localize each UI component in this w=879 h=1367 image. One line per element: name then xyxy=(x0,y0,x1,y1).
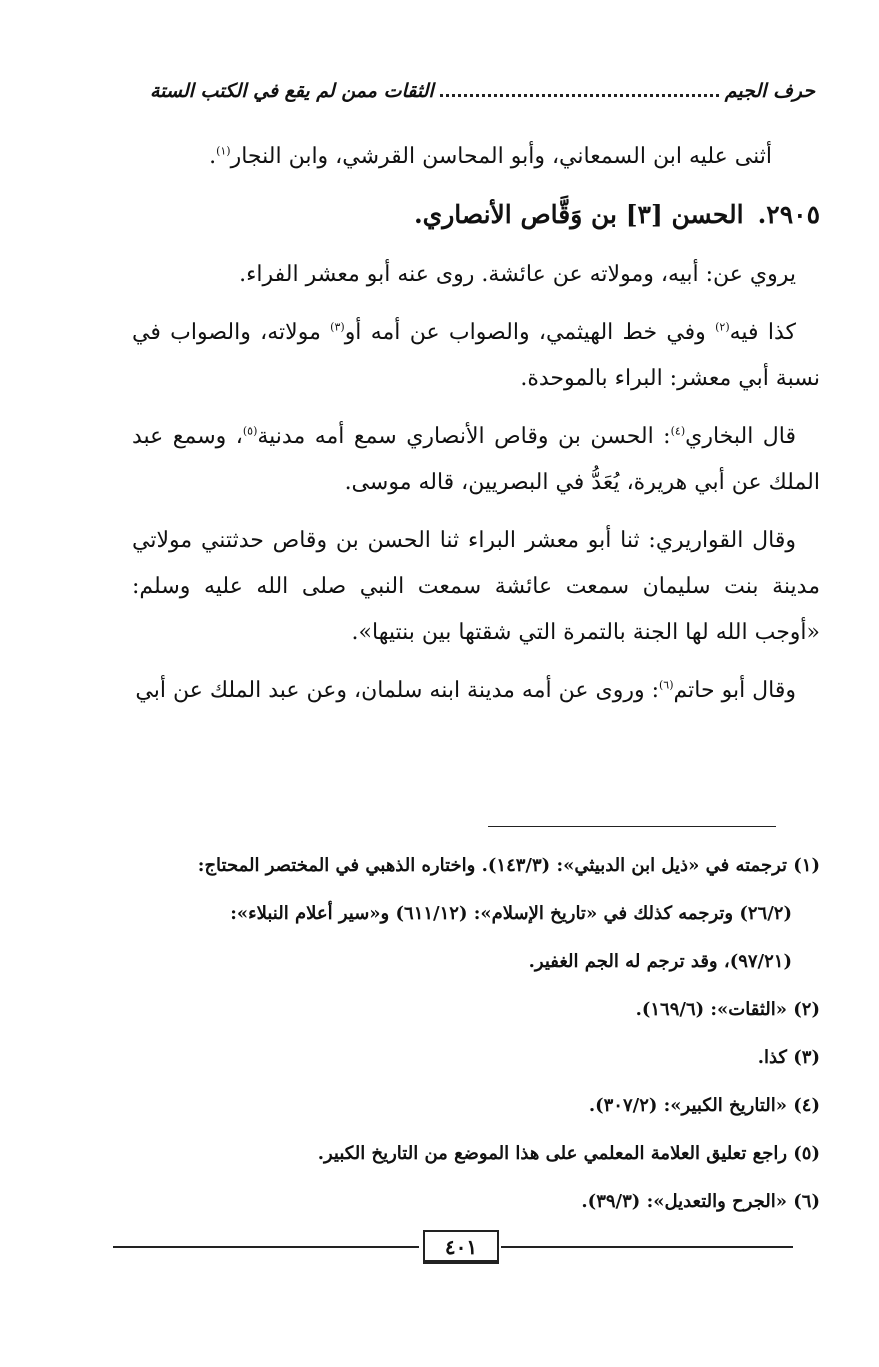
footnote-ref-4: (٤) xyxy=(670,424,686,438)
footer-rule-left xyxy=(113,1246,419,1248)
footnote-2: (٢) «الثقات»: (١٦٩/٦). xyxy=(635,999,820,1020)
entry-title: الحسن [٣] بن وَقَّاص الأنصاري. xyxy=(413,200,744,229)
paragraph-5: وقال القواريري: ثنا أبو معشر البراء ثنا الحسن بن وقاص حدثتني مولاتي مدينة بنت سليمان سمعت عائشة سمعت النبي صلى الله عليه وسلم: «أوجب الله لها الجنة بالتمرة التي شقتها بين بنتيها». xyxy=(132,528,820,645)
running-header-book-title: الثقات ممن لم يقع في الكتب الستة xyxy=(150,80,434,102)
footer-rule-right xyxy=(501,1246,793,1248)
footnote-4: (٤) «التاريخ الكبير»: (٣٠٧/٢). xyxy=(588,1095,820,1116)
footnote-ref-3: (٣) xyxy=(330,320,345,334)
running-header xyxy=(150,80,815,102)
paragraph-3: كذا فيه$^{(٢)}$ وفي خط الهيثمي، والصواب عن أمه أو$^{(٣)}$ مولاته، والصواب في نسبة أبي معشر: البراء بالموحدة. xyxy=(132,320,820,391)
paragraph-2: يروي عن: أبيه، ومولاته عن عائشة. روى عنه أبو معشر الفراء. xyxy=(239,262,796,287)
paragraph-4: قال البخاري$^{(٤)}$: الحسن بن وقاص الأنصاري سمع أمه مدنية$^{(٥)}$، وسمع عبد الملك عن أبي هريرة، يُعَدُّ في البصريين، قاله موسى. xyxy=(132,424,820,495)
running-header-dot-leader xyxy=(440,93,719,97)
page-footer xyxy=(113,1230,793,1280)
footnote-6: (٦) «الجرح والتعديل»: (٣٩/٣). xyxy=(581,1191,820,1212)
footnote-ref-5: (٥) xyxy=(242,424,258,438)
entry-heading xyxy=(132,192,820,238)
footnote-1-continued: (٢٦/٢) وترجمه كذلك في «تاريخ الإسلام»: (٦١١/١٢) و«سير أعلام النبلاء»: xyxy=(230,903,792,924)
paragraph-6: وقال أبو حاتم$^{(٦)}$: وروى عن أمه مدينة ابنه سلمان، وعن عبد الملك عن أبي xyxy=(135,678,796,703)
footnote-1: (١) ترجمته في «ذيل ابن الدبيثي»: (١٤٣/٣). واختاره الذهبي في المختصر المحتاج: xyxy=(197,855,820,876)
footnote-3: (٣) كذا. xyxy=(757,1047,820,1068)
footnote-5: (٥) راجع تعليق العلامة المعلمي على هذا الموضع من التاريخ الكبير. xyxy=(317,1143,820,1164)
footnote-ref-1: (١) xyxy=(216,144,231,158)
footnotes xyxy=(92,842,820,1226)
entry-number: ٢٩٠٥. xyxy=(757,200,820,229)
running-header-chapter: حرف الجيم xyxy=(724,80,815,102)
footnote-ref-6: (٦) xyxy=(659,678,674,692)
page-number: ٤٠١ xyxy=(423,1230,499,1264)
main-text xyxy=(132,134,820,726)
footnote-ref-2: (٢) xyxy=(715,320,730,334)
footnote-1-continued-2: (٩٧/٢١)، وقد ترجم له الجم الغفير. xyxy=(528,951,792,972)
footnote-separator xyxy=(488,826,776,827)
paragraph-1: أثنى عليه ابن السمعاني، وأبو المحاسن القرشي، وابن النجار$^{(١)}$. xyxy=(209,144,772,169)
